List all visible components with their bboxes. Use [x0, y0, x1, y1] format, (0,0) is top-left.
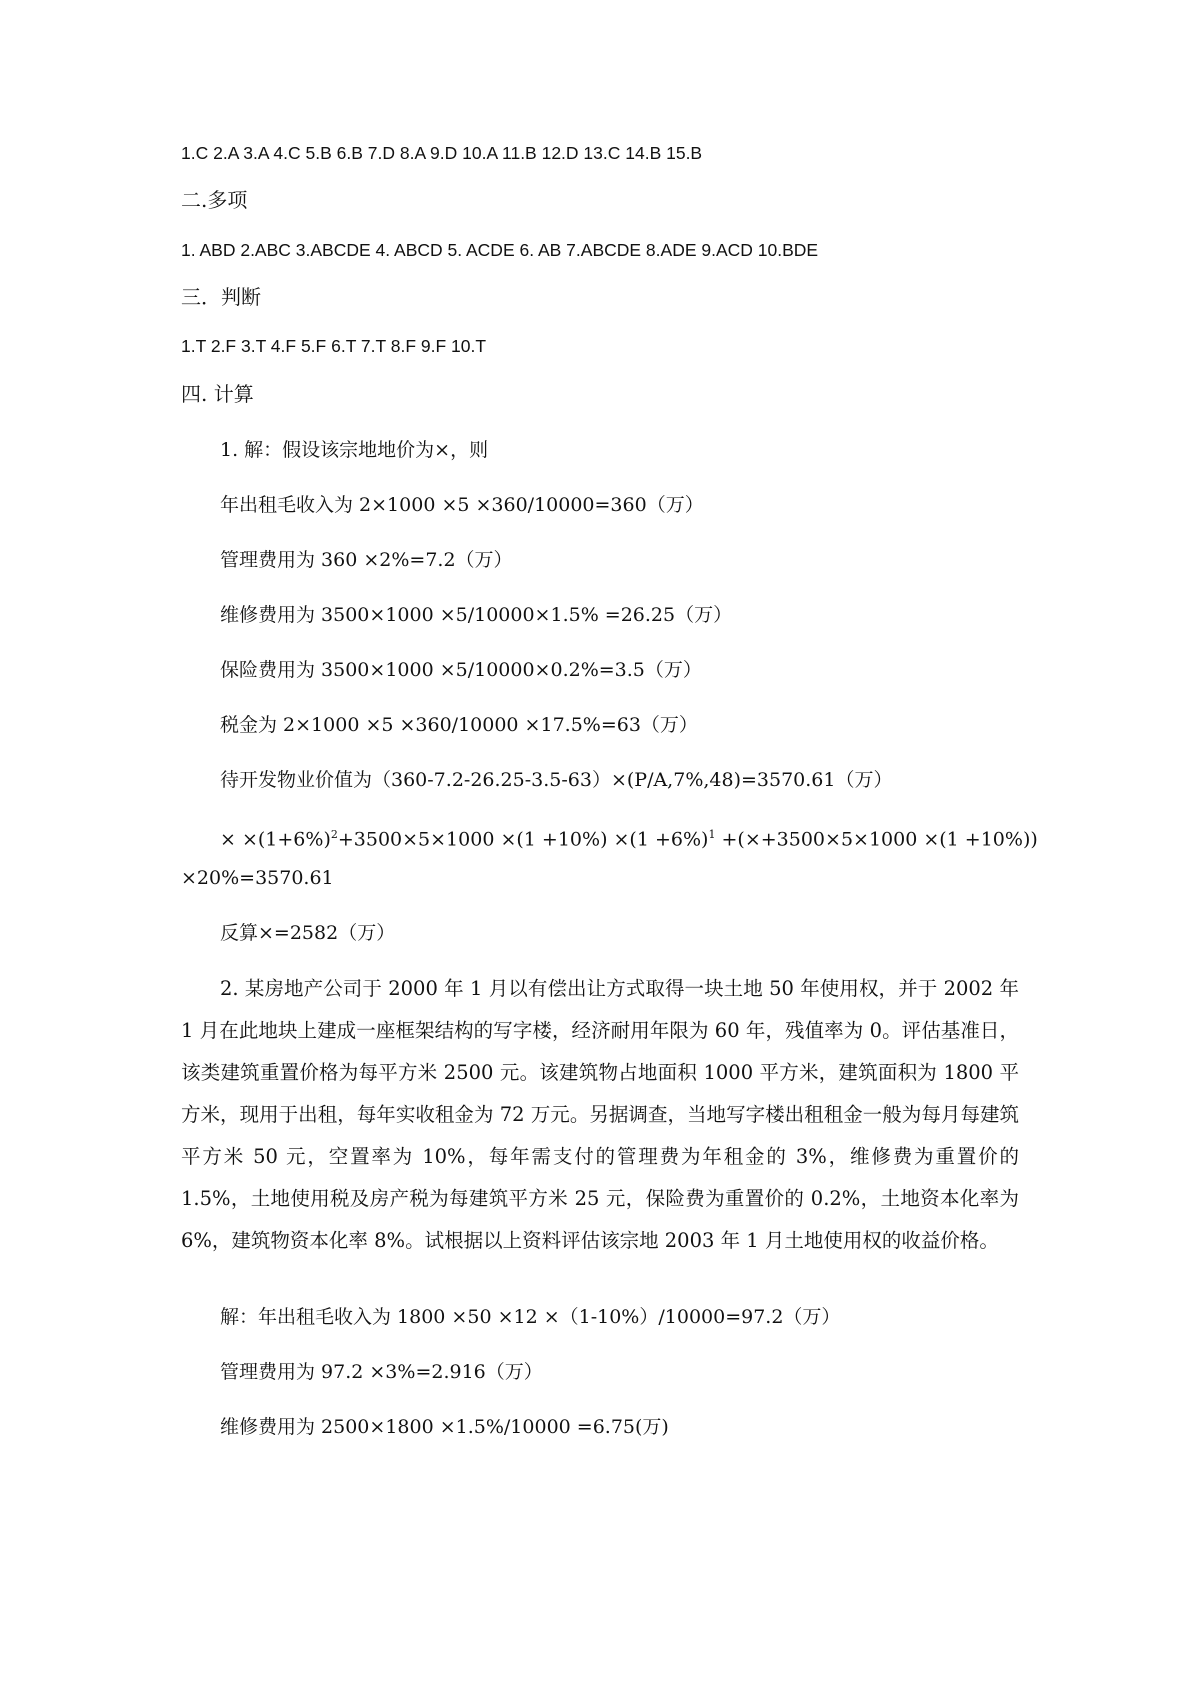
q2-line: 管理费用为 97.2 ×3%=2.916（万）	[220, 1361, 543, 1383]
q1-line: 保险费用为 3500×1000 ×5/10000×0.2%=3.5（万）	[220, 659, 702, 681]
equation-part: +(×+3500×5×1000 ×(1 +10%))	[715, 828, 1038, 851]
q2-line: 解：年出租毛收入为 1800 ×50 ×12 ×（1-10%）/10000=97.2（万）	[220, 1306, 841, 1328]
equation-exponent: 2	[330, 828, 338, 841]
q1-intro: 1. 解：假设该宗地地价为×，则	[220, 439, 489, 461]
section2-title: 二.多项	[181, 188, 248, 212]
q1-equation-line1	[220, 823, 1038, 851]
equation-part: +3500×5×1000 ×(1 +10%) ×(1 +6%)	[337, 828, 709, 851]
section1-answers: 1.C 2.A 3.A 4.C 5.B 6.B 7.D 8.A 9.D 10.A 11.B 12.D 13.C 14.B 15.B	[181, 143, 703, 163]
q1-line: 税金为 2×1000 ×5 ×360/10000 ×17.5%=63（万）	[220, 714, 698, 736]
equation-part: × ×(1+6%)	[220, 828, 331, 851]
section4-title: 四. 计算	[181, 382, 254, 406]
q2-problem: 2. 某房地产公司于 2000 年 1 月以有偿出让方式取得一块土地 50 年使用权，并于 2002 年 1 月在此地块上建成一座框架结构的写字楼，经济耐用年限为 60 年，残值率为 0。评估基准日，该类建筑重置价格为每平方米 2500 元。该建筑物占地面积 1000 平方米，建筑面积为 1800 平方米，现用于出租，每年实收租金为 72 万元。另据调查，当地写字楼出租租金一般为每月每建筑平方米 50 元，空置率为 10%，每年需支付的管理费为年租金的 3%，维修费为重置价的 1.5%，土地使用税及房产税为每建筑平方米 25 元，保险费为重置价的 0.2%，土地资本化率为 6%，建筑物资本化率 8%。试根据以上资料评估该宗地 2003 年 1 月土地使用权的收益价格。	[181, 977, 1019, 1252]
q1-result: 反算×=2582（万）	[220, 922, 396, 944]
q1-equation-line2: ×20%=3570.61	[181, 867, 334, 889]
section3-answers: 1.T 2.F 3.T 4.F 5.F 6.T 7.T 8.F 9.F 10.T	[181, 336, 487, 356]
q1-line: 年出租毛收入为 2×1000 ×5 ×360/10000=360（万）	[220, 494, 704, 516]
q2-line: 维修费用为 2500×1800 ×1.5%/10000 =6.75(万)	[220, 1416, 669, 1438]
section2-answers: 1. ABD 2.ABC 3.ABCDE 4. ABCD 5. ACDE 6. AB 7.ABCDE 8.ADE 9.ACD 10.BDE	[181, 240, 819, 260]
equation-exponent: 1	[708, 828, 716, 841]
q1-line: 待开发物业价值为（360-7.2-26.25-3.5-63）×(P/A,7%,48)=3570.61（万）	[220, 769, 893, 791]
q1-line: 维修费用为 3500×1000 ×5/10000×1.5% =26.25（万）	[220, 604, 733, 626]
section3-title: 三．判断	[181, 285, 261, 309]
q1-line: 管理费用为 360 ×2%=7.2（万）	[220, 549, 513, 571]
